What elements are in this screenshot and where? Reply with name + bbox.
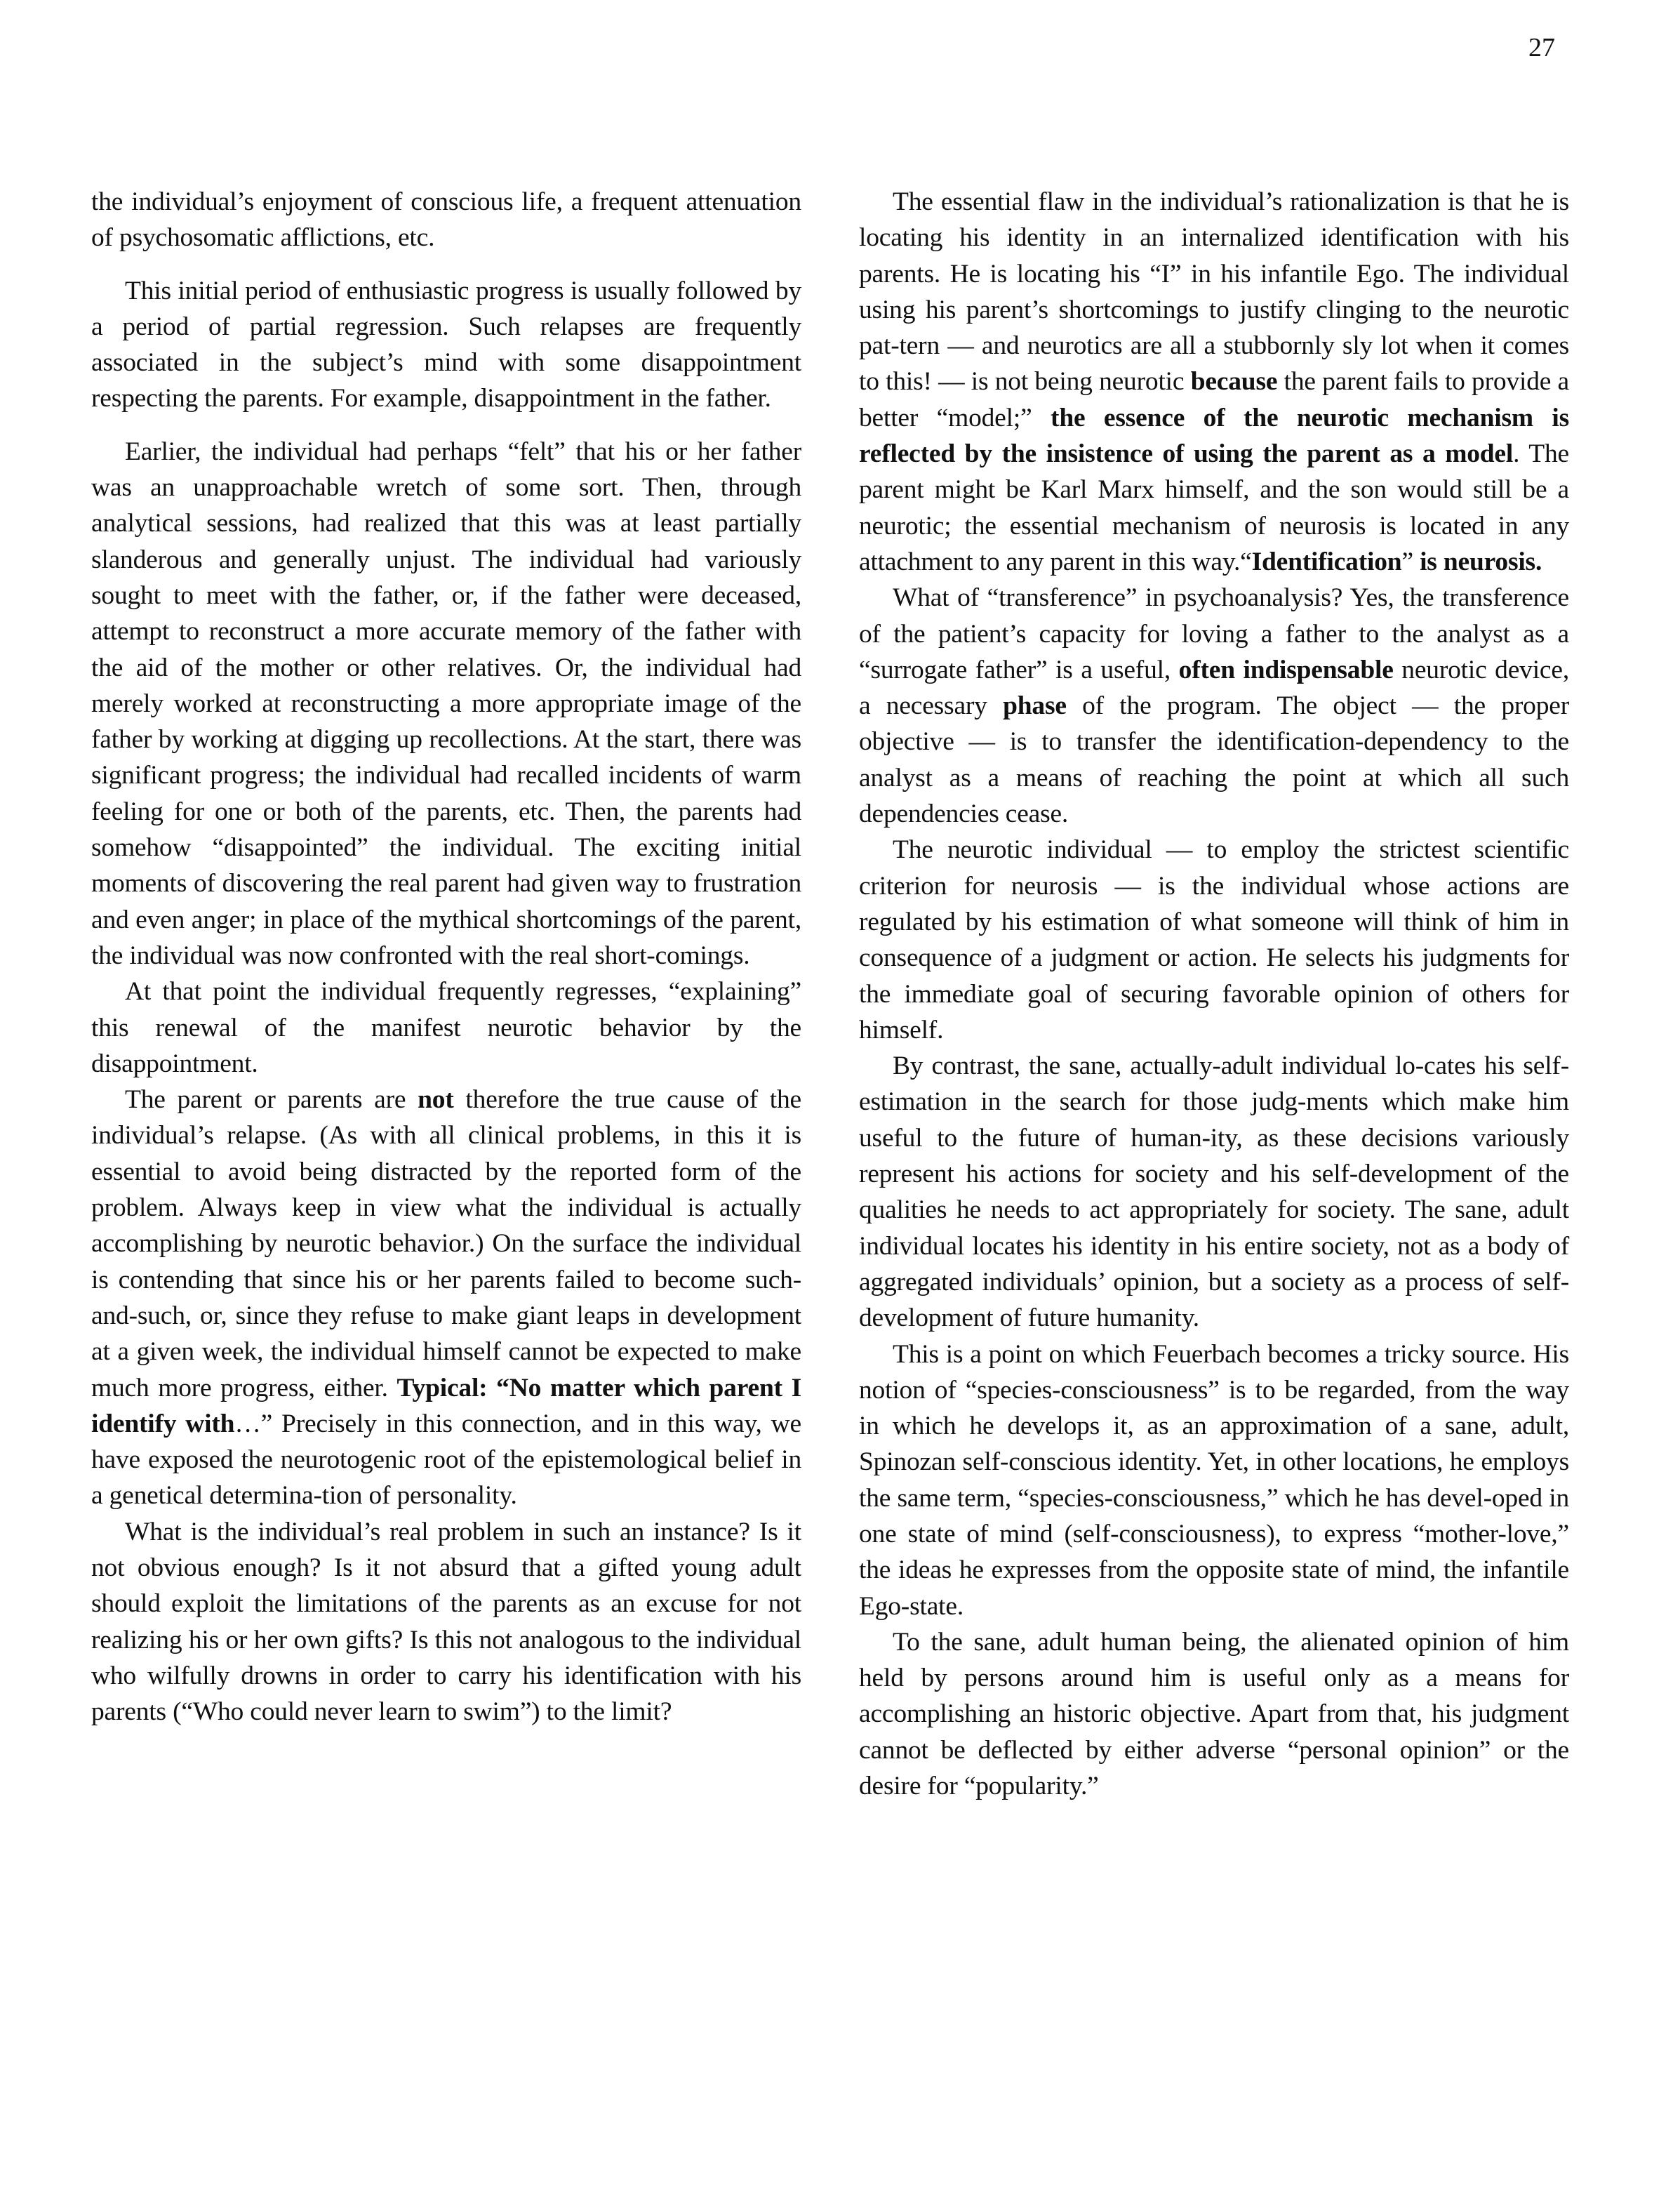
text-run: At that point the individual frequently regresses, “explaining” this renewal of the manifest neurotic behavior by the disappointment. <box>91 977 801 1078</box>
paragraph <box>91 1514 801 1730</box>
bold-text: Typical: “No matter which parent I identify with <box>91 1373 801 1438</box>
text-run: To the sane, adult human being, the alienated opinion of him held by persons around him is useful only as a means for accomplishing an historic objective. Apart from that, his judgment cannot be deflected by either adverse “personal opinion” or the desire for “popularity.” <box>859 1627 1569 1801</box>
bold-text: because <box>1190 367 1278 397</box>
paragraph <box>859 184 1569 580</box>
paragraph <box>91 1082 801 1514</box>
text-run: By contrast, the sane, actually-adult individual lo-cates his self-estimation in the search for those judg-ments which make him useful to the future of human-ity, as these decisions variously represent his actions for society and his self-development of the qualities he needs to act appropriately for society. The sane, adult individual locates his identity in his entire society, not as a body of aggregated individuals’ opinion, but a society as a process of self-development of future humanity. <box>859 1052 1569 1333</box>
text-run: The parent or parents are <box>125 1085 418 1115</box>
text-run: the individual’s enjoyment of conscious life, a frequent attenuation of psychosomatic afflictions, etc. <box>91 187 801 253</box>
bold-text: Identification <box>1251 547 1402 576</box>
text-run: neurotic device, a necessary <box>859 655 1569 721</box>
text-run: What of “transference” in psychoanalysis? Yes, the transference of the patient’s capacity for loving a father to the analyst as a “surrogate father” is a useful, <box>859 583 1569 684</box>
text-run: therefore the true cause of the individual’s relapse. (As with all clinical problems, in this it is essential to avoid being distracted by the reported form of the problem. Always keep in view what the individual is actually accomplishing by neurotic behavior.) On the surface the individual is contending that since his or her parents failed to become such-and-such, or, since they refuse to make giant leaps in development at a given week, the individual himself cannot be expected to make much more progress, either. <box>91 1085 801 1402</box>
paragraph <box>91 974 801 1082</box>
text-run: Earlier, the individual had perhaps “felt” that his or her father was an unapproachable wretch of some sort. Then, through analytical sessions, had realized that this was at least partially slanderous and generally unjust. The individual had variously sought to meet with the father, or, if the father were deceased, attempt to reconstruct a more accurate memory of the father with the aid of the mother or other relatives. Or, the individual had merely worked at reconstructing a more appropriate image of the father by working at digging up recollections. At the start, there was significant progress; the individual had recalled incidents of warm feeling for one or both of the parents, etc. Then, the parents had somehow “disappointed” the individual. The exciting initial moments of discovering the real parent had given way to frustration and even anger; in place of the mythical shortcomings of the parent, the individual was now confronted with the real short-comings. <box>91 437 801 970</box>
text-run: This is a point on which Feuerbach becomes a tricky source. His notion of “species-consciousness” is to be regarded, from the way in which he develops it, as an approximation of a sane, adult, Spinozan self-conscious identity. Yet, in other locations, he employs the same term, “species-consciousness,” which he has devel-oped in one state of mind (self-consciousness), to express “mother-love,” the ideas he expresses from the opposite state of mind, the infantile Ego-state. <box>859 1339 1569 1621</box>
text-run: The neurotic individual — to employ the strictest scientific criterion for neurosis — is the individual whose actions are regulated by his estimation of what someone will think of him in consequence of a judgment or action. He selects his judgments for the immediate goal of securing favorable opinion of others for himself. <box>859 835 1569 1044</box>
text-run: the parent fails to provide a better “model;” <box>859 367 1569 432</box>
text-run: The essential flaw in the individual’s rationalization is that he is locating his identity in an internalized identification with his parents. He is locating his “I” in his infantile Ego. The individual using his parent’s shortcomings to justify clinging to the neurotic pat-tern — and neurotics are all a stubbornly sly lot when it comes to this! — is not being neurotic <box>859 187 1569 397</box>
paragraph <box>91 184 801 256</box>
bold-text: is neurosis. <box>1420 547 1542 576</box>
paragraph <box>91 273 801 417</box>
bold-text: often indispensable <box>1178 655 1394 684</box>
bold-text: the essence of the neurotic mechanism is reflected by the insistence of using the parent as a model <box>859 403 1569 469</box>
paragraph <box>859 1336 1569 1624</box>
bold-text: phase <box>1003 691 1067 721</box>
text-run: . The parent might be Karl Marx himself, and the son would still be a neurotic; the essential mechanism of neurosis is located in any attachment to any parent in this way.“ <box>859 439 1569 576</box>
paragraph <box>859 1048 1569 1336</box>
text-run: …” Precisely in this connection, and in this way, we have exposed the neurotogenic root of the epistemological belief in a genetical determina-tion of personality. <box>91 1409 801 1511</box>
bold-text: not <box>418 1085 454 1115</box>
text-run: ” <box>1401 547 1420 576</box>
paragraph <box>859 580 1569 832</box>
left-column <box>91 184 801 1730</box>
page-number: 27 <box>1528 33 1555 62</box>
text-run: of the program. The object — the proper objective — is to transfer the identification-dependency to the analyst as a means of reaching the point at which all such dependencies cease. <box>859 691 1569 829</box>
paragraph <box>859 832 1569 1048</box>
paragraph <box>859 1624 1569 1804</box>
paragraph <box>91 434 801 974</box>
right-column <box>859 184 1569 1804</box>
text-run: This initial period of enthusiastic progress is usually followed by a period of partial regression. Such relapses are frequently associated in the subject’s mind with some disappointment respecting the parents. For example, disappointment in the father. <box>91 276 801 413</box>
text-run: What is the individual’s real problem in such an instance? Is it not obvious enough? Is it not absurd that a gifted young adult should exploit the limitations of the parents as an excuse for not realizing his or her own gifts? Is this not analogous to the individual who wilfully drowns in order to carry his identification with his parents (“Who could never learn to swim”) to the limit? <box>91 1517 801 1727</box>
